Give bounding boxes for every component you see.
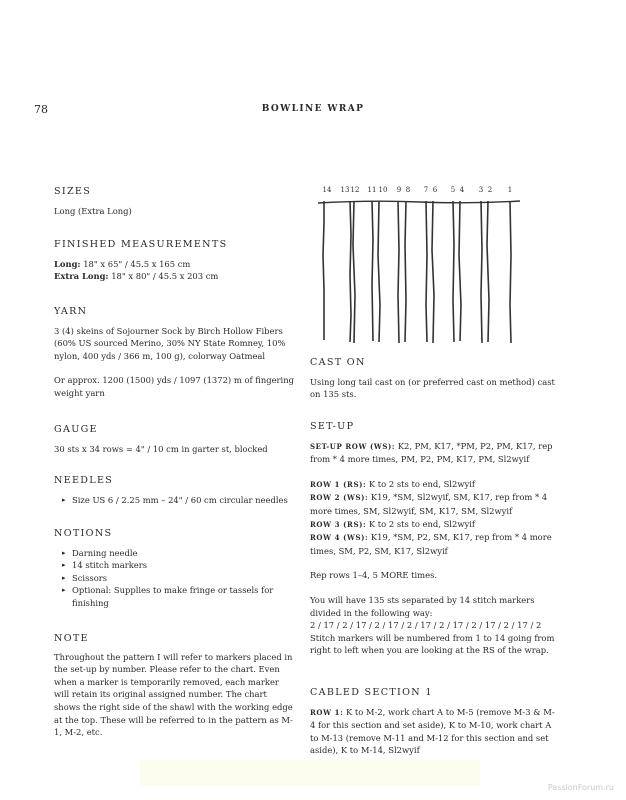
- sizes-section: [54, 186, 294, 217]
- cabled-heading: CABLED SECTION 1: [310, 687, 433, 698]
- chart-label: 14: [322, 186, 332, 194]
- setup-row-text: K2, PM, K17, *PM, P2, PM, K17, rep from * 4 more times, PM, P2, PM, K17, PM, Sl2wyif: [310, 440, 553, 465]
- chart-label: 11: [367, 186, 377, 194]
- row1-label: ROW 1 (RS):: [310, 479, 367, 489]
- row1-text: K to 2 sts to end, Sl2wyif: [366, 478, 475, 489]
- marker-line-9: [398, 201, 399, 343]
- cast-on-section: [310, 357, 560, 401]
- needles-section: [54, 475, 294, 506]
- cabled-section: [310, 687, 560, 757]
- xlong-label: Extra Long:: [54, 271, 109, 282]
- chart-label: 7: [423, 186, 429, 194]
- notions-item: ▸ Darning needle: [62, 547, 294, 560]
- notions-heading: NOTIONS: [54, 528, 113, 539]
- notions-item: ▸ Scissors: [62, 572, 294, 585]
- row2-label: ROW 2 (WS):: [310, 493, 369, 503]
- yarn-text-1: 3 (4) skeins of Sojourner Sock by Birch Hollow Fibers (60% US sourced Merino, 30% NY State Romney, 10% nylon, 400 yds / 366 m, 100 g), colorway Oatmeal: [54, 325, 286, 361]
- chart-label: 1: [507, 186, 513, 194]
- marker-line-13: [350, 201, 351, 342]
- setup-distribution: 2 / 17 / 2 / 17 / 2 / 17 / 2 / 17 / 2 / 17 / 2 / 17 / 2 / 17 / 2: [310, 620, 542, 631]
- cabled-row1-label: ROW 1:: [310, 707, 344, 717]
- finished-long: [54, 258, 294, 271]
- setup-row-1: [310, 478, 560, 492]
- chart-label: 12: [350, 186, 360, 194]
- setup-heading: SET-UP: [310, 421, 355, 432]
- marker-line-8: [405, 201, 406, 342]
- setup-row-label: SET-UP ROW (WS):: [310, 441, 396, 451]
- finished-xlong: [54, 270, 294, 283]
- chart-label: 13: [340, 186, 350, 194]
- setup-result: You will have 135 sts separated by 14 stitch markers divided in the following way:: [310, 594, 535, 618]
- running-title: BOWLINE WRAP: [261, 104, 365, 114]
- note-text: Throughout the pattern I will refer to markers placed in the set-up by number. Please refer to the chart. Even when a marker is temporarily removed, each marker will retain its original assigned number. The chart shows the right side of the shawl with the working edge at the top. These will be referred to in the pattern as M-1, M-2, etc.: [54, 651, 293, 738]
- notions-list: [62, 547, 294, 610]
- chart-label: 6: [432, 186, 438, 194]
- chart-label: 8: [405, 186, 411, 194]
- setup-section: [310, 421, 560, 657]
- needles-list: [62, 494, 294, 507]
- chart-label: 5: [450, 186, 456, 194]
- marker-line-2: [487, 201, 489, 342]
- marker-line-11: [372, 201, 373, 341]
- setup-row-2: [310, 491, 560, 517]
- notions-item: ▸ 14 stitch markers: [62, 559, 294, 572]
- note-heading: NOTE: [54, 633, 89, 644]
- chart-top-edge: [318, 201, 520, 203]
- gauge-heading: GAUGE: [54, 424, 98, 435]
- watermark: PassionForum.ru: [547, 783, 614, 792]
- setup-repeat: Rep rows 1–4, 5 MORE times.: [310, 570, 438, 581]
- chart-label: 10: [378, 186, 388, 194]
- notions-item: ▸ Optional: Supplies to make fringe or tassels for finishing: [62, 584, 294, 609]
- row4-text: K19, *SM, P2, SM, K17, rep from * 4 more times, SM, P2, SM, K17, Sl2wyif: [310, 532, 552, 556]
- gauge-section: [54, 424, 294, 455]
- chart-label: 4: [459, 186, 465, 194]
- yarn-heading: YARN: [54, 306, 88, 317]
- setup-row-4: [310, 531, 560, 557]
- marker-line-6: [432, 201, 434, 343]
- row2-text: K19, *SM, Sl2wyif, SM, K17, rep from * 4 more times, SM, Sl2wyif, SM, K17, SM, Sl2wyif: [310, 492, 548, 516]
- finished-measurements-section: [54, 239, 294, 283]
- marker-line-10: [378, 201, 380, 342]
- cast-on-heading: CAST ON: [310, 357, 366, 368]
- marker-line-7: [426, 201, 427, 342]
- setup-row-3: [310, 518, 560, 532]
- long-label: Long:: [54, 258, 81, 269]
- row4-label: ROW 4 (WS):: [310, 533, 369, 543]
- chart-label: 3: [478, 186, 484, 194]
- yarn-section: [54, 306, 294, 400]
- note-section: [54, 633, 294, 739]
- sizes-heading: SIZES: [54, 186, 92, 197]
- marker-line-14: [323, 201, 324, 340]
- finished-heading: FINISHED MEASUREMENTS: [54, 239, 228, 250]
- chart-label: 2: [487, 186, 493, 194]
- row3-label: ROW 3 (RS):: [310, 519, 367, 529]
- marker-line-1: [510, 201, 511, 343]
- needles-item: ▸ Size US 6 / 2.25 mm – 24" / 60 cm circular needles: [62, 494, 294, 507]
- marker-line-4: [459, 201, 461, 341]
- cabled-row1-text: K to M-2, work chart A to M-5 (remove M-3 & M-4 for this section and set aside), K to M-10, work chart A to M-13 (remove M-11 and M-12 for this section and set aside), K to M-14, Sl2wyif: [310, 706, 555, 756]
- cast-on-text: Using long tail cast on (or preferred cast on method) cast on 135 sts.: [310, 376, 555, 400]
- notions-section: [54, 528, 294, 610]
- setup-row: [310, 440, 560, 466]
- sizes-text: Long (Extra Long): [54, 205, 132, 216]
- marker-line-3: [481, 201, 482, 343]
- page-number: 78: [34, 103, 48, 116]
- marker-line-5: [453, 201, 454, 342]
- marker-chart: [310, 195, 530, 347]
- row3-text: K to 2 sts to end, Sl2wyif: [366, 518, 475, 529]
- yarn-text-2: Or approx. 1200 (1500) yds / 1097 (1372) m of fingering weight yarn: [54, 375, 294, 398]
- long-value: 18" x 65" / 45.5 x 165 cm: [83, 258, 191, 269]
- gauge-text: 30 sts x 34 rows = 4" / 10 cm in garter st, blocked: [54, 443, 268, 454]
- xlong-value: 18" x 80" / 45.5 x 203 cm: [111, 271, 219, 282]
- setup-numbering: Stitch markers will be numbered from 1 to 14 going from right to left when you are looking at the RS of the wrap.: [310, 632, 555, 656]
- chart-label: 9: [396, 186, 402, 194]
- chart-marker-lines: [323, 201, 511, 343]
- paper-smudge: [140, 760, 480, 786]
- marker-line-12: [353, 201, 355, 343]
- needles-heading: NEEDLES: [54, 475, 114, 486]
- cabled-row-1: [310, 706, 560, 757]
